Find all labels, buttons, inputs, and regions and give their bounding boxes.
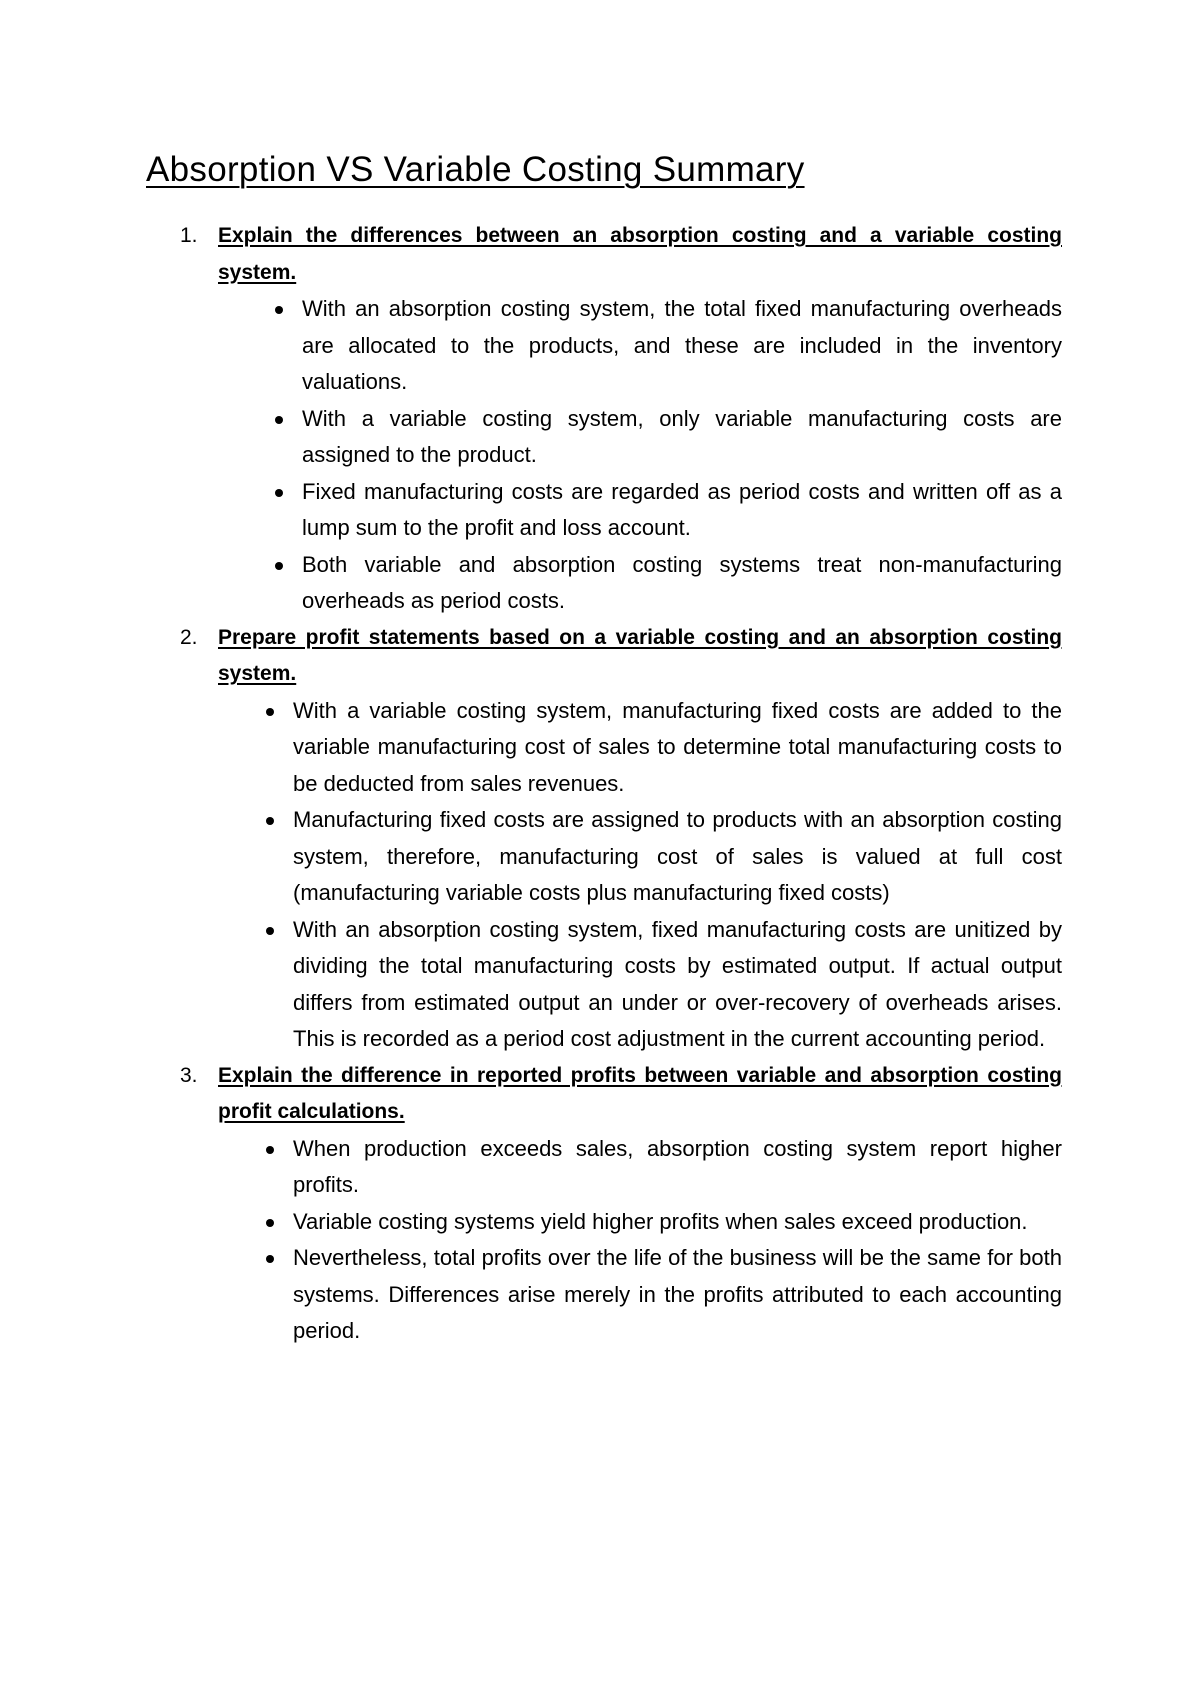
section-1 (0, 218, 1200, 620)
bullet-dot-icon (266, 1219, 274, 1227)
bullet-list (0, 1131, 1200, 1350)
bullet-point (293, 1131, 1062, 1204)
bullet-text: When production exceeds sales, absorption costing system report higher profits. (293, 1135, 1062, 1197)
bullet-dot-icon (275, 416, 283, 424)
bullet-point (293, 802, 1062, 912)
bullet-point (302, 401, 1062, 474)
bullet-dot-icon (266, 1146, 274, 1154)
bullet-point (302, 291, 1062, 401)
summary-list (0, 218, 1200, 1350)
bullet-dot-icon (266, 927, 274, 935)
bullet-dot-icon (275, 306, 283, 314)
bullet-list (0, 693, 1200, 1058)
bullet-point (293, 1240, 1062, 1350)
bullet-point (302, 547, 1062, 620)
bullet-point (293, 1204, 1062, 1241)
section-number: 3. (180, 1063, 198, 1087)
bullet-text: With a variable costing system, only variable manufacturing costs are assigned to the product. (302, 405, 1062, 467)
bullet-point (293, 693, 1062, 803)
bullet-text: With an absorption costing system, fixed manufacturing costs are unitized by dividing the total manufacturing costs by estimated output. If actual output differs from estimated output an under or over-recovery of overheads arises. This is recorded as a period cost adjustment in the current accounting period. (293, 916, 1062, 1051)
section-number: 2. (180, 625, 198, 649)
document-title: Absorption VS Variable Costing Summary (146, 150, 805, 189)
section-number: 1. (180, 224, 198, 247)
bullet-dot-icon (275, 562, 283, 570)
bullet-point (293, 912, 1062, 1058)
bullet-text: With a variable costing system, manufacturing fixed costs are added to the variable manufacturing cost of sales to determine total manufacturing costs to be deducted from sales revenues. (293, 697, 1062, 796)
bullet-text: Both variable and absorption costing systems treat non-manufacturing overheads as period costs. (302, 551, 1062, 613)
bullet-text: With an absorption costing system, the total fixed manufacturing overheads are allocated to the products, and these are included in the inventory valuations. (302, 296, 1062, 394)
bullet-text: Nevertheless, total profits over the life of the business will be the same for both systems. Differences arise merely in the profits attributed to each accounting period. (293, 1245, 1062, 1343)
bullet-dot-icon (266, 1255, 274, 1263)
section-2 (0, 620, 1200, 1058)
bullet-text: Manufacturing fixed costs are assigned to products with an absorption costing system, therefore, manufacturing cost of sales is valued at full cost (manufacturing variable costs plus manufacturing fixed costs) (293, 807, 1062, 905)
bullet-point (302, 474, 1062, 547)
bullet-dot-icon (275, 489, 283, 497)
bullet-dot-icon (266, 708, 274, 716)
bullet-dot-icon (266, 817, 274, 825)
section-3 (0, 1058, 1200, 1350)
bullet-text: Variable costing systems yield higher profits when sales exceed production. (293, 1208, 1028, 1234)
section-heading: Explain the difference in reported profits between variable and absorption costing profit calculations. (218, 1063, 1062, 1123)
bullet-text: Fixed manufacturing costs are regarded as period costs and written off as a lump sum to the profit and loss account. (302, 478, 1062, 540)
section-heading: Explain the differences between an absorption costing and a variable costing system. (218, 224, 1062, 284)
bullet-list (0, 291, 1200, 620)
section-heading: Prepare profit statements based on a variable costing and an absorption costing system. (218, 625, 1062, 685)
